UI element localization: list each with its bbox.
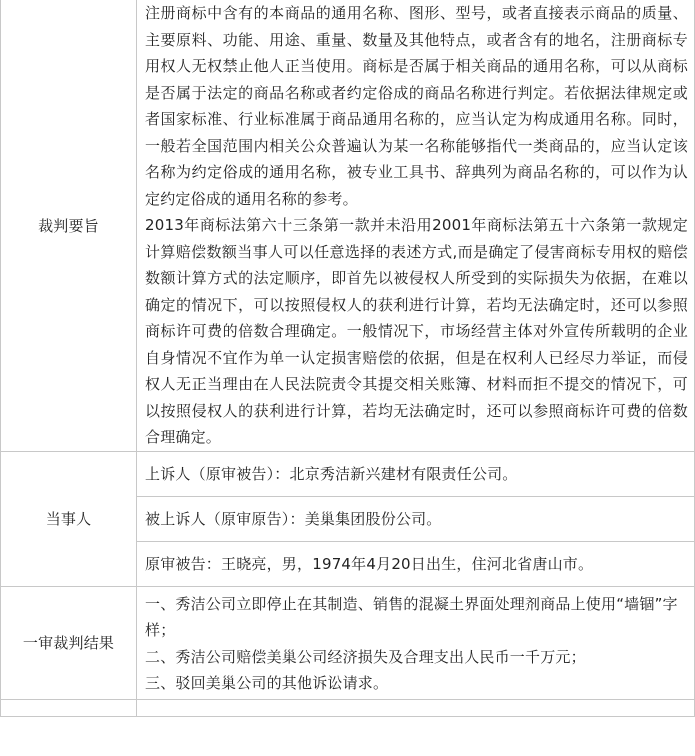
next-row-partial xyxy=(1,699,695,716)
first-instance-row xyxy=(1,586,695,699)
first-instance-item-3: 三、驳回美巢公司的其他诉讼请求。 xyxy=(145,674,389,692)
next-row-content-cell xyxy=(137,699,695,716)
ruling-gist-paragraph-1: 注册商标中含有的本商品的通用名称、图形、型号，或者直接表示商品的质量、主要原料、功能、用途、重量、数量及其他特点，或者含有的地名，注册商标专用权人无权禁止他人正当使用。商标是否属于相关商品的通用名称，可以从商标是否属于法定的商品名称或者约定俗成的商品名称进行判定。若依据法律规定或者国家标准、行业标准属于商品通用名称的，应当认定为构成通用名称。同时，一般若全国范围内相关公众普遍认为某一名称能够指代一类商品的，应当认定该名称为约定俗成的通用名称，被专业工具书、辞典列为商品名称的，可以作为认定约定俗成的通用名称的参考。 xyxy=(145,4,688,208)
first-instance-item-1: 一、秀洁公司立即停止在其制造、销售的混凝土界面处理剂商品上使用“墙锢”字样； xyxy=(145,594,678,639)
party-original-defendant: 原审被告：王晓亮，男，1974年4月20日出生，住河北省唐山市。 xyxy=(137,541,695,586)
first-instance-item-2: 二、秀洁公司赔偿美巢公司经济损失及合理支出人民币一千万元； xyxy=(145,647,586,666)
party-row xyxy=(1,451,695,496)
first-instance-label: 一审裁判结果 xyxy=(1,586,137,699)
next-row-label-cell xyxy=(1,699,137,716)
first-instance-content xyxy=(137,586,695,699)
ruling-gist-row xyxy=(1,0,695,451)
party-appellant: 上诉人（原审被告）：北京秀洁新兴建材有限责任公司。 xyxy=(137,451,695,496)
ruling-gist-label: 裁判要旨 xyxy=(1,0,137,451)
parties-label: 当事人 xyxy=(1,451,137,586)
ruling-gist-paragraph-2: 2013年商标法第六十三条第一款并未沿用2001年商标法第五十六条第一款规定计算赔偿数额当事人可以任意选择的表述方式,而是确定了侵害商标专用权的赔偿数额计算方式的法定顺序，即首先以被侵权人所受到的实际损失为依据，在难以确定的情况下，可以按照侵权人的获利进行计算，若均无法确定时，还可以参照商标许可费的倍数合理确定。一般情况下，市场经营主体对外宣传所载明的企业自身情况不宜作为单一认定损害赔偿的依据，但是在权利人已经尽力举证，而侵权人无正当理由在人民法院责令其提交相关账簿、材料而拒不提交的情况下，可以按照侵权人的获利进行计算，若均无法确定时，还可以参照商标许可费的倍数合理确定。 xyxy=(145,216,688,446)
ruling-gist-content xyxy=(137,0,695,451)
party-appellee: 被上诉人（原审原告）：美巢集团股份公司。 xyxy=(137,496,695,541)
